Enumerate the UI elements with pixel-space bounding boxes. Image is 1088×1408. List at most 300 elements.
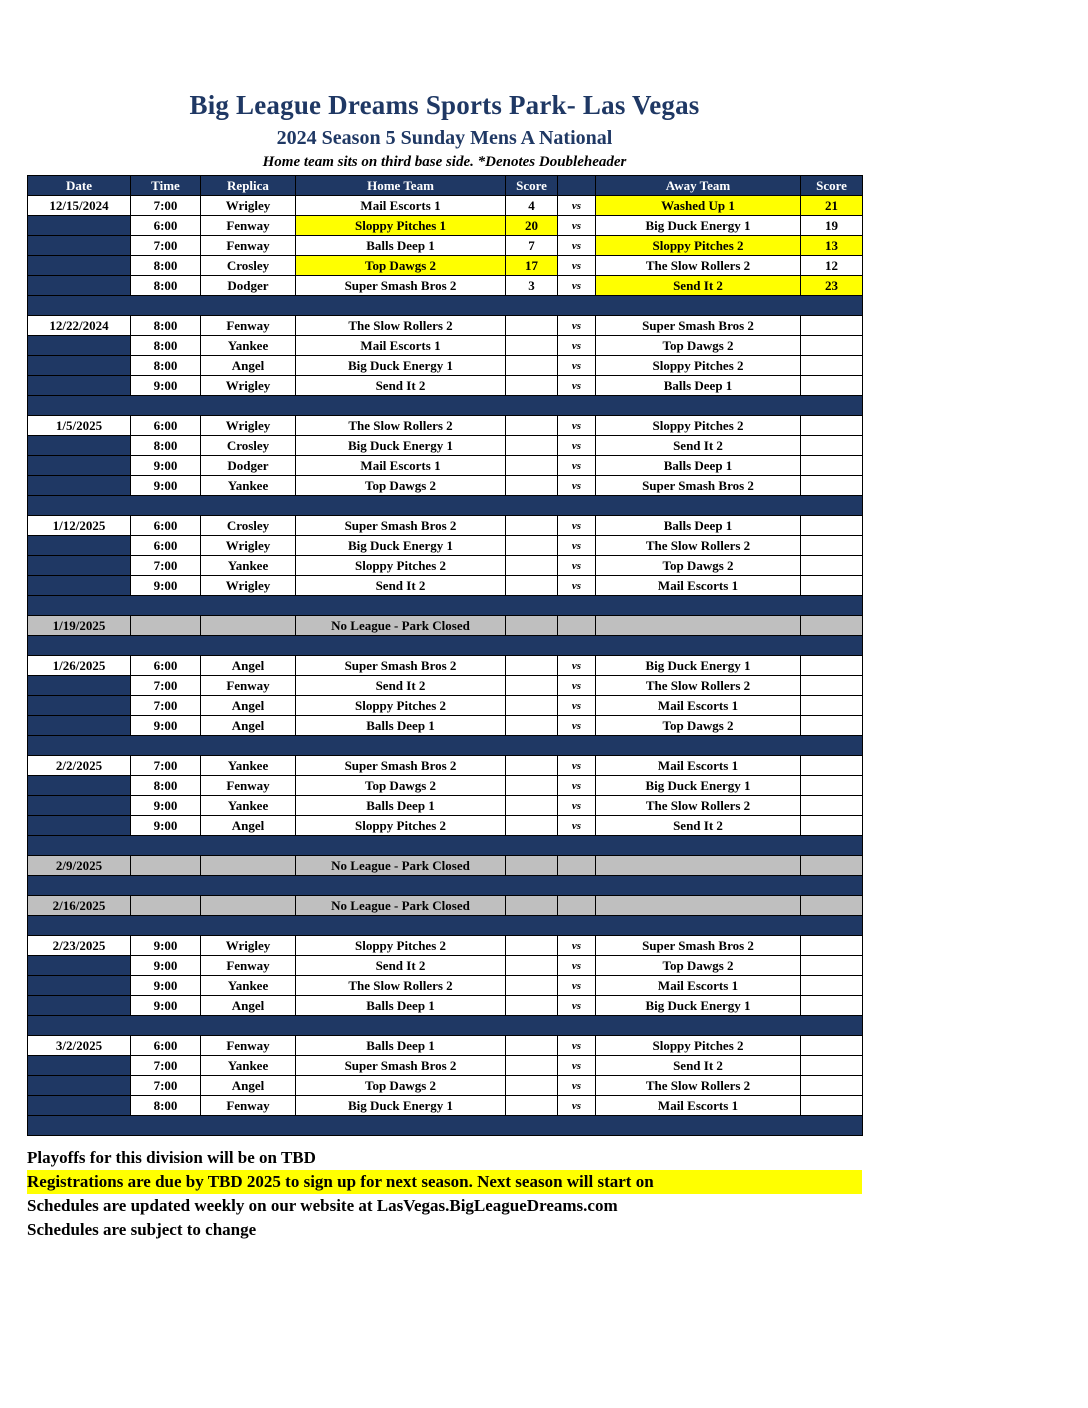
- home-score-cell: [506, 1096, 558, 1116]
- vs-cell: vs: [558, 996, 596, 1016]
- away-score-cell: [801, 996, 863, 1016]
- disclaimer-note: Schedules are subject to change: [27, 1220, 257, 1239]
- home-score-cell: 20: [506, 216, 558, 236]
- home-score-cell: [506, 696, 558, 716]
- vs-cell: vs: [558, 956, 596, 976]
- away-score-cell: 19: [801, 216, 863, 236]
- game-row: [28, 1036, 863, 1056]
- vs-cell: vs: [558, 576, 596, 596]
- away-team-cell: Send It 2: [596, 436, 801, 456]
- away-team-cell: Washed Up 1: [596, 196, 801, 216]
- vs-cell: [558, 856, 596, 876]
- away-team-cell: [596, 616, 801, 636]
- date-cell: 12/15/2024: [28, 196, 131, 216]
- away-score-cell: [801, 656, 863, 676]
- date-cell: [28, 536, 131, 556]
- replica-cell: Yankee: [201, 756, 296, 776]
- time-cell: 7:00: [131, 1056, 201, 1076]
- away-team-cell: The Slow Rollers 2: [596, 676, 801, 696]
- date-cell: [28, 696, 131, 716]
- home-team-cell: The Slow Rollers 2: [296, 316, 506, 336]
- replica-cell: Angel: [201, 656, 296, 676]
- vs-cell: vs: [558, 276, 596, 296]
- game-row: [28, 1096, 863, 1116]
- away-score-cell: [801, 616, 863, 636]
- home-score-cell: [506, 576, 558, 596]
- replica-cell: Wrigley: [201, 416, 296, 436]
- vs-cell: [558, 616, 596, 636]
- replica-cell: Fenway: [201, 676, 296, 696]
- schedule-table-body: [28, 196, 863, 1136]
- away-score-cell: [801, 1076, 863, 1096]
- park-closed-label: No League - Park Closed: [296, 616, 506, 636]
- home-score-cell: 4: [506, 196, 558, 216]
- separator-cell: [28, 1116, 863, 1136]
- date-cell: [28, 956, 131, 976]
- away-team-cell: Super Smash Bros 2: [596, 316, 801, 336]
- home-team-cell: Big Duck Energy 1: [296, 1096, 506, 1116]
- separator-row: [28, 876, 863, 896]
- replica-cell: Dodger: [201, 276, 296, 296]
- vs-cell: vs: [558, 676, 596, 696]
- separator-cell: [28, 736, 863, 756]
- col-header-home-score: Score: [506, 176, 558, 196]
- away-team-cell: Balls Deep 1: [596, 376, 801, 396]
- vs-cell: vs: [558, 716, 596, 736]
- time-cell: 8:00: [131, 256, 201, 276]
- separator-cell: [28, 916, 863, 936]
- time-cell: 8:00: [131, 1096, 201, 1116]
- replica-cell: Fenway: [201, 236, 296, 256]
- replica-cell: [201, 856, 296, 876]
- game-row: [28, 216, 863, 236]
- playoffs-note: Playoffs for this division will be on TBD: [27, 1148, 316, 1167]
- game-row: [28, 976, 863, 996]
- replica-cell: Yankee: [201, 556, 296, 576]
- game-row: [28, 956, 863, 976]
- home-score-cell: [506, 816, 558, 836]
- away-team-cell: [596, 856, 801, 876]
- game-row: [28, 476, 863, 496]
- separator-cell: [28, 596, 863, 616]
- time-cell: 9:00: [131, 476, 201, 496]
- away-score-cell: [801, 436, 863, 456]
- game-row: [28, 936, 863, 956]
- date-cell: 2/9/2025: [28, 856, 131, 876]
- vs-cell: vs: [558, 536, 596, 556]
- game-row: [28, 456, 863, 476]
- home-score-cell: [506, 376, 558, 396]
- date-cell: [28, 1096, 131, 1116]
- replica-cell: Yankee: [201, 976, 296, 996]
- replica-cell: Angel: [201, 816, 296, 836]
- away-team-cell: Super Smash Bros 2: [596, 476, 801, 496]
- vs-cell: [558, 896, 596, 916]
- game-row: [28, 356, 863, 376]
- home-score-cell: [506, 616, 558, 636]
- away-score-cell: [801, 756, 863, 776]
- away-score-cell: [801, 1036, 863, 1056]
- home-team-cell: Balls Deep 1: [296, 996, 506, 1016]
- date-cell: [28, 716, 131, 736]
- replica-cell: Angel: [201, 696, 296, 716]
- time-cell: 7:00: [131, 696, 201, 716]
- away-score-cell: [801, 1056, 863, 1076]
- away-score-cell: [801, 356, 863, 376]
- home-team-cell: Balls Deep 1: [296, 236, 506, 256]
- date-cell: [28, 436, 131, 456]
- home-team-cell: Mail Escorts 1: [296, 336, 506, 356]
- game-row: [28, 756, 863, 776]
- park-closed-label: No League - Park Closed: [296, 856, 506, 876]
- vs-cell: vs: [558, 256, 596, 276]
- away-team-cell: The Slow Rollers 2: [596, 796, 801, 816]
- separator-row: [28, 1016, 863, 1036]
- game-row: [28, 376, 863, 396]
- replica-cell: Angel: [201, 1076, 296, 1096]
- away-score-cell: [801, 936, 863, 956]
- vs-cell: vs: [558, 196, 596, 216]
- vs-cell: vs: [558, 1096, 596, 1116]
- home-score-cell: [506, 976, 558, 996]
- game-row: [28, 696, 863, 716]
- time-cell: 9:00: [131, 796, 201, 816]
- replica-cell: Wrigley: [201, 196, 296, 216]
- away-score-cell: [801, 976, 863, 996]
- home-score-cell: [506, 336, 558, 356]
- game-row: [28, 816, 863, 836]
- vs-cell: vs: [558, 476, 596, 496]
- home-team-cell: Sloppy Pitches 2: [296, 816, 506, 836]
- away-score-cell: [801, 696, 863, 716]
- home-team-cell: Balls Deep 1: [296, 1036, 506, 1056]
- home-team-cell: Super Smash Bros 2: [296, 1056, 506, 1076]
- vs-cell: vs: [558, 376, 596, 396]
- replica-cell: [201, 896, 296, 916]
- home-score-cell: [506, 936, 558, 956]
- away-team-cell: Mail Escorts 1: [596, 576, 801, 596]
- away-team-cell: Balls Deep 1: [596, 456, 801, 476]
- vs-cell: vs: [558, 816, 596, 836]
- away-team-cell: Big Duck Energy 1: [596, 996, 801, 1016]
- home-team-cell: Send It 2: [296, 576, 506, 596]
- separator-cell: [28, 296, 863, 316]
- date-cell: [28, 476, 131, 496]
- vs-cell: vs: [558, 756, 596, 776]
- home-score-cell: [506, 1056, 558, 1076]
- game-row: [28, 796, 863, 816]
- home-score-cell: [506, 856, 558, 876]
- home-team-cell: Balls Deep 1: [296, 796, 506, 816]
- time-cell: [131, 616, 201, 636]
- home-team-cell: Send It 2: [296, 376, 506, 396]
- game-row: [28, 316, 863, 336]
- home-score-cell: [506, 456, 558, 476]
- home-team-cell: Top Dawgs 2: [296, 476, 506, 496]
- separator-row: [28, 296, 863, 316]
- date-cell: [28, 796, 131, 816]
- replica-cell: Fenway: [201, 216, 296, 236]
- away-score-cell: [801, 956, 863, 976]
- time-cell: 8:00: [131, 776, 201, 796]
- replica-cell: Wrigley: [201, 536, 296, 556]
- home-score-cell: [506, 896, 558, 916]
- replica-cell: Wrigley: [201, 376, 296, 396]
- game-row: [28, 516, 863, 536]
- website-note: Schedules are updated weekly on our website at LasVegas.BigLeagueDreams.com: [27, 1196, 618, 1215]
- away-team-cell: The Slow Rollers 2: [596, 536, 801, 556]
- replica-cell: [201, 616, 296, 636]
- away-score-cell: [801, 856, 863, 876]
- vs-cell: vs: [558, 316, 596, 336]
- time-cell: 8:00: [131, 276, 201, 296]
- game-row: [28, 556, 863, 576]
- date-cell: 12/22/2024: [28, 316, 131, 336]
- home-team-cell: Send It 2: [296, 676, 506, 696]
- game-row: [28, 776, 863, 796]
- away-score-cell: [801, 716, 863, 736]
- vs-cell: vs: [558, 436, 596, 456]
- home-score-cell: [506, 316, 558, 336]
- home-score-cell: [506, 516, 558, 536]
- separator-cell: [28, 636, 863, 656]
- away-team-cell: Send It 2: [596, 1056, 801, 1076]
- vs-cell: vs: [558, 456, 596, 476]
- time-cell: 7:00: [131, 676, 201, 696]
- schedule-table: [27, 175, 863, 1136]
- home-team-cell: Mail Escorts 1: [296, 196, 506, 216]
- time-cell: 7:00: [131, 236, 201, 256]
- away-team-cell: Mail Escorts 1: [596, 976, 801, 996]
- vs-cell: vs: [558, 336, 596, 356]
- away-team-cell: Top Dawgs 2: [596, 556, 801, 576]
- away-team-cell: Top Dawgs 2: [596, 956, 801, 976]
- replica-cell: Crosley: [201, 516, 296, 536]
- away-team-cell: Send It 2: [596, 816, 801, 836]
- home-score-cell: [506, 356, 558, 376]
- away-team-cell: The Slow Rollers 2: [596, 256, 801, 276]
- home-team-cell: Mail Escorts 1: [296, 456, 506, 476]
- away-score-cell: [801, 456, 863, 476]
- home-score-cell: [506, 536, 558, 556]
- date-cell: [28, 1056, 131, 1076]
- header-row: [28, 176, 863, 196]
- game-row: [28, 1076, 863, 1096]
- away-team-cell: The Slow Rollers 2: [596, 1076, 801, 1096]
- park-closed-row: [28, 856, 863, 876]
- home-score-cell: [506, 476, 558, 496]
- time-cell: 8:00: [131, 316, 201, 336]
- time-cell: 9:00: [131, 716, 201, 736]
- date-cell: 2/16/2025: [28, 896, 131, 916]
- content: [27, 90, 862, 1242]
- date-cell: [28, 816, 131, 836]
- replica-cell: Angel: [201, 716, 296, 736]
- home-score-cell: [506, 656, 558, 676]
- separator-row: [28, 916, 863, 936]
- date-cell: [28, 456, 131, 476]
- away-score-cell: 12: [801, 256, 863, 276]
- separator-row: [28, 396, 863, 416]
- replica-cell: Yankee: [201, 1056, 296, 1076]
- home-team-cell: The Slow Rollers 2: [296, 416, 506, 436]
- replica-cell: Crosley: [201, 256, 296, 276]
- replica-cell: Yankee: [201, 796, 296, 816]
- col-header-date: Date: [28, 176, 131, 196]
- separator-row: [28, 736, 863, 756]
- time-cell: 9:00: [131, 976, 201, 996]
- away-score-cell: [801, 776, 863, 796]
- vs-cell: vs: [558, 236, 596, 256]
- time-cell: 6:00: [131, 656, 201, 676]
- separator-cell: [28, 1016, 863, 1036]
- away-team-cell: Sloppy Pitches 2: [596, 416, 801, 436]
- vs-cell: vs: [558, 656, 596, 676]
- away-score-cell: [801, 1096, 863, 1116]
- home-team-cell: Sloppy Pitches 2: [296, 696, 506, 716]
- replica-cell: Wrigley: [201, 576, 296, 596]
- away-team-cell: Mail Escorts 1: [596, 756, 801, 776]
- away-score-cell: [801, 576, 863, 596]
- replica-cell: Fenway: [201, 956, 296, 976]
- away-score-cell: [801, 796, 863, 816]
- home-team-cell: Big Duck Energy 1: [296, 436, 506, 456]
- date-cell: [28, 256, 131, 276]
- game-row: [28, 236, 863, 256]
- date-cell: 3/2/2025: [28, 1036, 131, 1056]
- away-score-cell: 21: [801, 196, 863, 216]
- away-score-cell: [801, 336, 863, 356]
- date-cell: 1/12/2025: [28, 516, 131, 536]
- time-cell: 7:00: [131, 556, 201, 576]
- away-score-cell: [801, 896, 863, 916]
- date-cell: [28, 576, 131, 596]
- away-team-cell: Mail Escorts 1: [596, 1096, 801, 1116]
- game-row: [28, 336, 863, 356]
- separator-row: [28, 836, 863, 856]
- time-cell: [131, 896, 201, 916]
- game-row: [28, 536, 863, 556]
- away-team-cell: Send It 2: [596, 276, 801, 296]
- vs-cell: vs: [558, 416, 596, 436]
- replica-cell: Fenway: [201, 776, 296, 796]
- home-score-cell: [506, 436, 558, 456]
- game-row: [28, 436, 863, 456]
- away-score-cell: [801, 536, 863, 556]
- home-team-cell: Top Dawgs 2: [296, 1076, 506, 1096]
- vs-cell: vs: [558, 556, 596, 576]
- game-row: [28, 256, 863, 276]
- date-cell: [28, 556, 131, 576]
- home-score-cell: [506, 996, 558, 1016]
- vs-cell: vs: [558, 1036, 596, 1056]
- time-cell: 6:00: [131, 216, 201, 236]
- away-team-cell: Sloppy Pitches 2: [596, 356, 801, 376]
- col-header-replica: Replica: [201, 176, 296, 196]
- replica-cell: Dodger: [201, 456, 296, 476]
- home-score-cell: [506, 796, 558, 816]
- vs-cell: vs: [558, 1056, 596, 1076]
- away-team-cell: [596, 896, 801, 916]
- col-header-time: Time: [131, 176, 201, 196]
- away-team-cell: Big Duck Energy 1: [596, 776, 801, 796]
- replica-cell: Fenway: [201, 316, 296, 336]
- home-score-cell: [506, 556, 558, 576]
- home-score-cell: 7: [506, 236, 558, 256]
- col-header-away-team: Away Team: [596, 176, 801, 196]
- date-cell: [28, 776, 131, 796]
- away-team-cell: Sloppy Pitches 2: [596, 1036, 801, 1056]
- page-title: Big League Dreams Sports Park- Las Vegas: [189, 90, 700, 120]
- home-team-cell: Send It 2: [296, 956, 506, 976]
- game-row: [28, 576, 863, 596]
- away-team-cell: Super Smash Bros 2: [596, 936, 801, 956]
- replica-cell: Yankee: [201, 476, 296, 496]
- vs-cell: vs: [558, 796, 596, 816]
- away-team-cell: Balls Deep 1: [596, 516, 801, 536]
- away-score-cell: 13: [801, 236, 863, 256]
- home-score-cell: [506, 956, 558, 976]
- home-score-cell: [506, 776, 558, 796]
- home-team-cell: Sloppy Pitches 2: [296, 556, 506, 576]
- date-cell: [28, 236, 131, 256]
- date-cell: [28, 1076, 131, 1096]
- park-closed-row: [28, 896, 863, 916]
- replica-cell: Fenway: [201, 1096, 296, 1116]
- replica-cell: Yankee: [201, 336, 296, 356]
- home-score-cell: [506, 1076, 558, 1096]
- home-score-cell: [506, 1036, 558, 1056]
- date-cell: [28, 276, 131, 296]
- vs-cell: vs: [558, 216, 596, 236]
- home-team-cell: Super Smash Bros 2: [296, 276, 506, 296]
- park-closed-row: [28, 616, 863, 636]
- col-header-home-team: Home Team: [296, 176, 506, 196]
- vs-cell: vs: [558, 356, 596, 376]
- game-row: [28, 996, 863, 1016]
- replica-cell: Angel: [201, 996, 296, 1016]
- replica-cell: Angel: [201, 356, 296, 376]
- time-cell: 8:00: [131, 436, 201, 456]
- time-cell: 8:00: [131, 356, 201, 376]
- home-score-cell: [506, 716, 558, 736]
- away-score-cell: [801, 516, 863, 536]
- away-team-cell: Big Duck Energy 1: [596, 656, 801, 676]
- away-team-cell: Sloppy Pitches 2: [596, 236, 801, 256]
- time-cell: 6:00: [131, 536, 201, 556]
- vs-cell: vs: [558, 776, 596, 796]
- home-score-cell: 17: [506, 256, 558, 276]
- time-cell: 9:00: [131, 936, 201, 956]
- date-cell: [28, 216, 131, 236]
- time-cell: [131, 856, 201, 876]
- date-cell: [28, 976, 131, 996]
- vs-cell: vs: [558, 696, 596, 716]
- footer: [27, 1146, 862, 1242]
- away-team-cell: Top Dawgs 2: [596, 336, 801, 356]
- time-cell: 9:00: [131, 816, 201, 836]
- time-cell: 6:00: [131, 416, 201, 436]
- date-cell: 1/26/2025: [28, 656, 131, 676]
- time-cell: 9:00: [131, 376, 201, 396]
- home-team-cell: Super Smash Bros 2: [296, 756, 506, 776]
- game-row: [28, 656, 863, 676]
- home-team-cell: Big Duck Energy 1: [296, 356, 506, 376]
- replica-cell: Wrigley: [201, 936, 296, 956]
- home-team-cell: Top Dawgs 2: [296, 776, 506, 796]
- game-row: [28, 196, 863, 216]
- home-team-cell: Super Smash Bros 2: [296, 656, 506, 676]
